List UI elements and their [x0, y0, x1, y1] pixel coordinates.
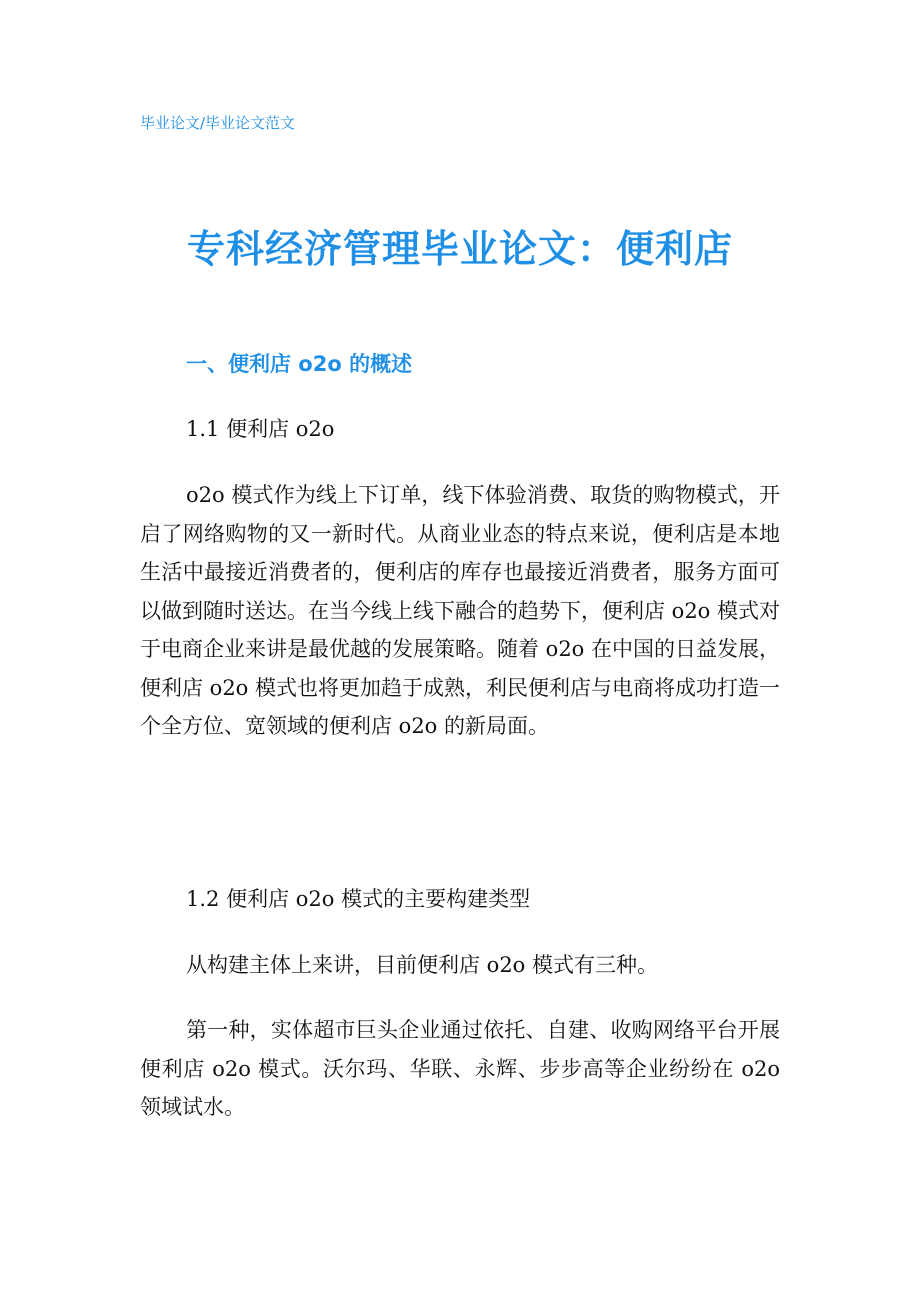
paragraph-1-1: o2o 模式作为线上下订单，线下体验消费、取货的购物模式，开启了网络购物的又一新时代。从商业业态的特点来说，便利店是本地生活中最接近消费者的，便利店的库存也最接近消费者，服务方面可以做到随时送达。在当今线上线下融合的趋势下，便利店 o2o 模式对于电商企业来讲是最优越的发展策略。随着 o2o 在中国的日益发展，便利店 o2o 模式也将更加趋于成熟，利民便利店与电商将成功打造一个全方位、宽领域的便利店 o2o 的新局面。 — [140, 483, 780, 738]
paragraph-1-2: 第一种，实体超市巨头企业通过依托、自建、收购网络平台开展便利店 o2o 模式。沃尔玛、华联、永辉、步步高等企业纷纷在 o2o 领域试水。 — [140, 1018, 780, 1119]
breadcrumb[interactable]: 毕业论文/毕业论文范文 — [140, 114, 296, 132]
page-title: 专科经济管理毕业论文：便利店 — [186, 227, 733, 271]
section-heading: 一、便利店 o2o 的概述 — [186, 352, 413, 376]
subsection-heading-1-1: 1.1 便利店 o2o — [186, 417, 335, 441]
subsection-heading-1-2: 1.2 便利店 o2o 模式的主要构建类型 — [186, 887, 531, 911]
paragraph-1-2-intro: 从构建主体上来讲，目前便利店 o2o 模式有三种。 — [186, 953, 658, 977]
